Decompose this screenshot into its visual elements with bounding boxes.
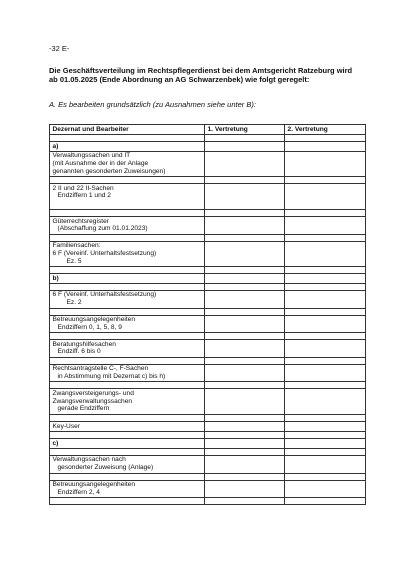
header-vertretung-2: 2. Vertretung	[285, 125, 366, 135]
dezernat-line: Zwangsverwaltungssachen	[52, 397, 133, 405]
vertretung-1-cell	[205, 422, 285, 432]
table-row	[50, 340, 366, 358]
section-label: b)	[50, 274, 205, 284]
table-row	[50, 415, 366, 422]
vertretung-2-cell	[285, 439, 366, 449]
dezernat-line: Endziffern 2, 4	[57, 488, 100, 496]
vertretung-2-cell	[285, 357, 366, 364]
empty-cell	[50, 357, 205, 364]
table-row	[50, 234, 366, 241]
vertretung-2-cell	[285, 241, 366, 266]
vertretung-2-cell	[285, 315, 366, 333]
dezernat-line: Endziff. 6 bis 0	[57, 348, 101, 356]
vertretung-1-cell	[205, 184, 285, 210]
vertretung-1-cell	[205, 364, 285, 382]
table-row	[50, 267, 366, 274]
table-row	[50, 315, 366, 333]
table-body	[50, 135, 366, 505]
empty-cell	[50, 177, 205, 184]
dezernat-cell	[50, 480, 205, 498]
table-row	[50, 439, 366, 449]
vertretung-2-cell	[285, 283, 366, 290]
dezernat-cell	[50, 217, 205, 235]
section-label: c)	[50, 439, 205, 449]
vertretung-1-cell	[205, 439, 285, 449]
table-row	[50, 135, 366, 142]
vertretung-1-cell	[205, 432, 285, 439]
dezernat-cell	[50, 422, 205, 432]
dezernat-line: Betreuungsangelegenheiten	[52, 481, 135, 489]
dezernat-line: Verwaltungssachen nach	[52, 456, 126, 464]
vertretung-2-cell	[285, 177, 366, 184]
page-number: -32 E-	[49, 44, 70, 53]
table-row	[50, 217, 366, 235]
dezernat-line: 2 II und 22 II-Sachen	[52, 184, 114, 192]
vertretung-1-cell	[205, 333, 285, 340]
dezernat-cell	[50, 151, 205, 176]
table-row	[50, 382, 366, 389]
vertretung-1-cell	[205, 142, 285, 152]
dezernat-line: genannten gesonderten Zuweisungen)	[52, 167, 166, 175]
table-row	[50, 283, 366, 290]
table-row	[50, 455, 366, 473]
table-row	[50, 308, 366, 315]
dezernat-cell	[50, 364, 205, 382]
vertretung-2-cell	[285, 422, 366, 432]
empty-cell	[50, 432, 205, 439]
allocation-table	[49, 124, 366, 505]
vertretung-2-cell	[285, 184, 366, 210]
empty-cell	[50, 415, 205, 422]
table-row	[50, 274, 366, 284]
empty-cell	[50, 382, 205, 389]
vertretung-2-cell	[285, 274, 366, 284]
table-row	[50, 241, 366, 266]
dezernat-line: Rechtsantragstelle C-, F-Sachen	[52, 365, 149, 373]
dezernat-line: Key-User	[52, 422, 80, 430]
dezernat-cell	[50, 290, 205, 308]
dezernat-line: Endziffern 1 und 2	[57, 192, 111, 200]
vertretung-2-cell	[285, 455, 366, 473]
table-row	[50, 432, 366, 439]
table-row	[50, 210, 366, 217]
dezernat-line: Betreuungsangelegenheiten	[52, 316, 135, 324]
vertretung-2-cell	[285, 448, 366, 455]
heading-line-2: ab 01.05.2025 (Ende Abordnung an AG Schwarzenbek) wie folgt geregelt:	[49, 75, 310, 84]
vertretung-2-cell	[285, 234, 366, 241]
header-dezernat: Dezernat und Bearbeiter	[50, 125, 205, 135]
vertretung-2-cell	[285, 333, 366, 340]
dezernat-line: Verwaltungssachen und IT	[52, 152, 131, 160]
vertretung-1-cell	[205, 241, 285, 266]
empty-cell	[50, 498, 205, 505]
vertretung-1-cell	[205, 267, 285, 274]
vertretung-1-cell	[205, 498, 285, 505]
dezernat-line: gerade Endziffern	[57, 405, 110, 413]
dezernat-line: Beratungshilfesachen	[52, 340, 116, 348]
vertretung-1-cell	[205, 357, 285, 364]
vertretung-1-cell	[205, 135, 285, 142]
empty-cell	[50, 333, 205, 340]
empty-cell	[50, 135, 205, 142]
dezernat-line: (Abschaffung zum 01.01.2023)	[57, 225, 148, 233]
empty-cell	[50, 473, 205, 480]
vertretung-2-cell	[285, 340, 366, 358]
dezernat-cell	[50, 315, 205, 333]
table-row	[50, 480, 366, 498]
table-row	[50, 473, 366, 480]
vertretung-2-cell	[285, 308, 366, 315]
vertretung-1-cell	[205, 480, 285, 498]
vertretung-1-cell	[205, 274, 285, 284]
empty-cell	[50, 267, 205, 274]
vertretung-1-cell	[205, 455, 285, 473]
vertretung-1-cell	[205, 234, 285, 241]
table-row	[50, 333, 366, 340]
vertretung-1-cell	[205, 217, 285, 235]
table-row	[50, 290, 366, 308]
dezernat-cell	[50, 241, 205, 266]
vertretung-1-cell	[205, 382, 285, 389]
vertretung-1-cell	[205, 290, 285, 308]
vertretung-1-cell	[205, 415, 285, 422]
section-label: a)	[50, 142, 205, 152]
dezernat-cell	[50, 340, 205, 358]
vertretung-2-cell	[285, 473, 366, 480]
table-row	[50, 151, 366, 176]
table-header-row	[50, 125, 366, 135]
empty-cell	[50, 234, 205, 241]
vertretung-1-cell	[205, 389, 285, 415]
dezernat-line: Ez. 5	[66, 257, 82, 265]
vertretung-2-cell	[285, 364, 366, 382]
vertretung-1-cell	[205, 151, 285, 176]
table-row	[50, 389, 366, 415]
dezernat-line: Ez. 2	[66, 299, 82, 307]
table-row	[50, 364, 366, 382]
empty-cell	[50, 283, 205, 290]
table-row	[50, 184, 366, 210]
dezernat-line: gesonderter Zuweisung (Anlage)	[57, 464, 154, 472]
dezernat-line: 6 F (Vereinf. Unterhaltsfestsetzung)	[52, 291, 157, 299]
vertretung-1-cell	[205, 315, 285, 333]
vertretung-2-cell	[285, 267, 366, 274]
intro-text: A. Es bearbeiten grundsätzlich (zu Ausnahmen siehe unter B):	[49, 100, 256, 109]
document-heading	[49, 66, 369, 84]
table-row	[50, 142, 366, 152]
vertretung-1-cell	[205, 473, 285, 480]
vertretung-2-cell	[285, 389, 366, 415]
heading-line-1: Die Geschäftsverteilung im Rechtspflegerdienst bei dem Amtsgericht Ratzeburg wird	[49, 66, 353, 75]
vertretung-2-cell	[285, 432, 366, 439]
vertretung-1-cell	[205, 283, 285, 290]
dezernat-line: in Abstimmung mit Dezernat c) bis h)	[57, 373, 166, 381]
dezernat-cell	[50, 455, 205, 473]
table-row	[50, 448, 366, 455]
vertretung-2-cell	[285, 217, 366, 235]
empty-cell	[50, 448, 205, 455]
table-row	[50, 498, 366, 505]
dezernat-line: 6 F (Vereinf. Unterhaltsfestsetzung)	[52, 250, 157, 258]
table-row	[50, 177, 366, 184]
vertretung-2-cell	[285, 480, 366, 498]
dezernat-cell	[50, 389, 205, 415]
vertretung-1-cell	[205, 177, 285, 184]
vertretung-2-cell	[285, 151, 366, 176]
empty-cell	[50, 210, 205, 217]
header-vertretung-1: 1. Vertretung	[205, 125, 285, 135]
vertretung-2-cell	[285, 498, 366, 505]
vertretung-2-cell	[285, 210, 366, 217]
vertretung-1-cell	[205, 308, 285, 315]
table-row	[50, 357, 366, 364]
dezernat-line: Endziffern 0, 1, 5, 8, 9	[57, 323, 122, 331]
table-row	[50, 422, 366, 432]
vertretung-2-cell	[285, 290, 366, 308]
dezernat-line: Familiensachen:	[52, 242, 101, 250]
empty-cell	[50, 308, 205, 315]
dezernat-line: Zwangsversteigerungs- und	[52, 389, 134, 397]
dezernat-cell	[50, 184, 205, 210]
vertretung-1-cell	[205, 448, 285, 455]
vertretung-1-cell	[205, 210, 285, 217]
dezernat-line: (mit Ausnahme der in der Anlage	[52, 160, 149, 168]
dezernat-line: Güterrechtsregister	[52, 217, 109, 225]
vertretung-2-cell	[285, 142, 366, 152]
vertretung-2-cell	[285, 135, 366, 142]
vertretung-1-cell	[205, 340, 285, 358]
vertretung-2-cell	[285, 415, 366, 422]
vertretung-2-cell	[285, 382, 366, 389]
